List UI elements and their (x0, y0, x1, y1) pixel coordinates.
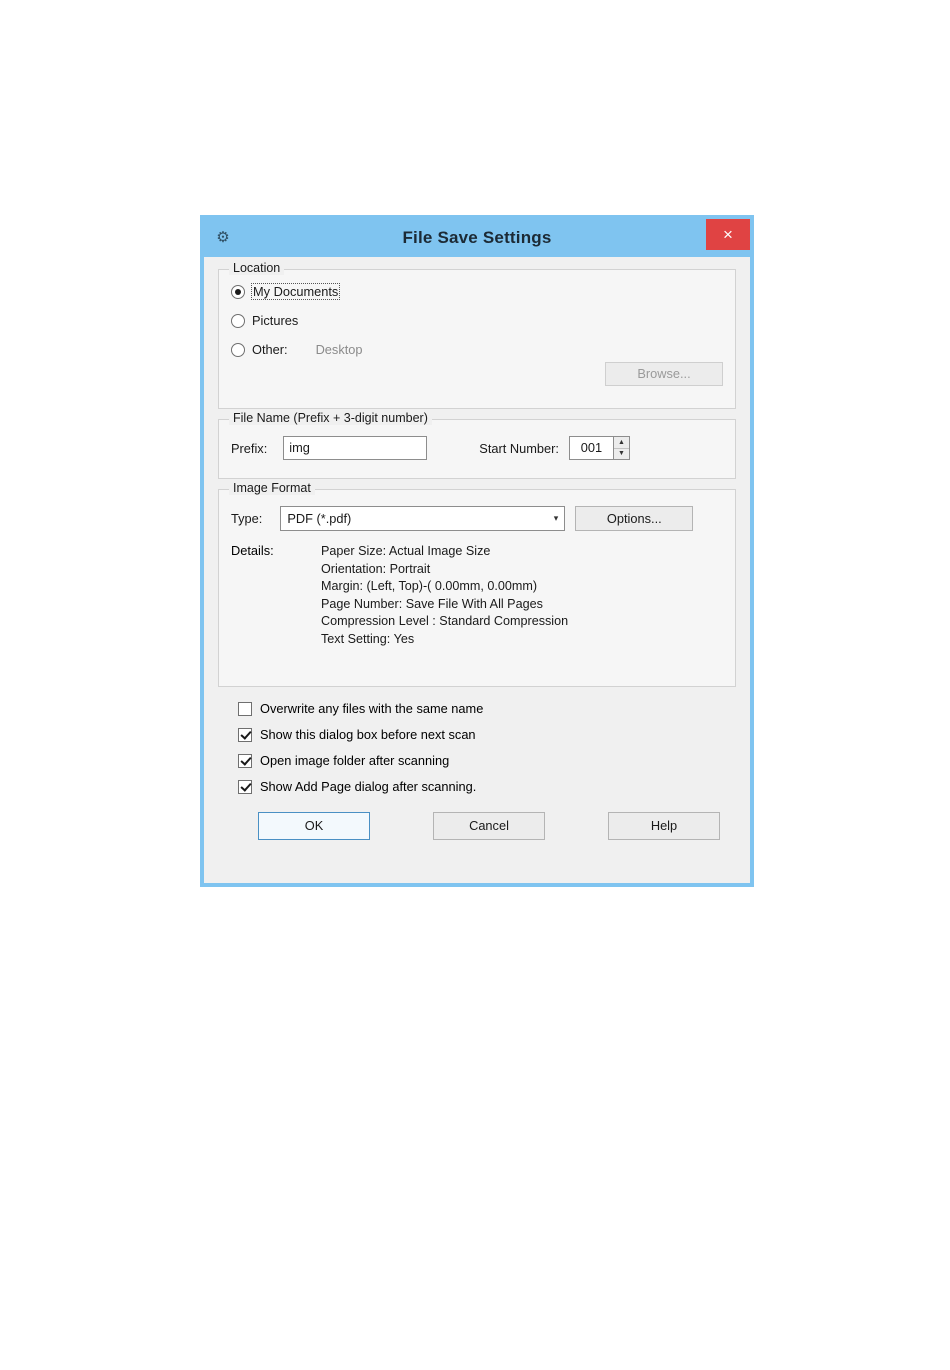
details-line: Text Setting: Yes (321, 631, 415, 646)
details-label: Details: (231, 543, 274, 558)
details-line: Orientation: Portrait (321, 561, 431, 576)
checkbox-open-folder-label: Open image folder after scanning (260, 753, 450, 768)
close-icon[interactable]: × (706, 219, 750, 250)
details-block (231, 543, 723, 648)
details-line: Compression Level : Standard Compression (321, 614, 569, 628)
start-number-stepper[interactable] (569, 436, 630, 460)
file-name-group (218, 411, 736, 479)
prefix-label: Prefix: (231, 440, 268, 456)
checkbox-show-dialog-box[interactable] (238, 728, 252, 742)
dialog-title: File Save Settings (402, 228, 552, 247)
image-format-group-title: Image Format (229, 481, 315, 495)
details-lines (321, 543, 568, 648)
dialog-body (204, 257, 750, 883)
checkbox-add-page-dialog[interactable] (238, 779, 736, 794)
radio-other-label: Other: (252, 342, 288, 357)
start-number-label: Start Number: (479, 440, 559, 456)
radio-other[interactable] (231, 342, 723, 357)
dialog-titlebar[interactable] (204, 219, 750, 257)
cancel-button[interactable]: Cancel (433, 812, 545, 840)
radio-my-documents-indicator[interactable] (231, 285, 245, 299)
dialog-footer (258, 812, 720, 840)
spinner-up-icon[interactable]: ▲ (614, 437, 629, 449)
help-button[interactable]: Help (608, 812, 720, 840)
checkbox-add-page-dialog-box[interactable] (238, 780, 252, 794)
ok-button[interactable]: OK (258, 812, 370, 840)
checkbox-show-dialog-label: Show this dialog box before next scan (260, 727, 476, 742)
radio-pictures-label: Pictures (252, 313, 299, 328)
options-button[interactable]: Options... (575, 506, 693, 531)
checkbox-overwrite-files-label: Overwrite any files with the same name (260, 701, 484, 716)
prefix-input[interactable]: img (283, 436, 427, 460)
radio-other-indicator[interactable] (231, 343, 245, 357)
file-name-group-title: File Name (Prefix + 3-digit number) (229, 411, 432, 425)
radio-pictures[interactable] (231, 313, 723, 328)
checkbox-show-dialog[interactable] (238, 727, 736, 742)
details-line: Page Number: Save File With All Pages (321, 596, 543, 611)
spinner-down-icon[interactable]: ▼ (617, 450, 625, 458)
location-group-title: Location (229, 261, 284, 275)
checkbox-overwrite-files[interactable] (238, 701, 736, 716)
radio-pictures-indicator[interactable] (231, 314, 245, 328)
type-label: Type: (231, 511, 263, 526)
chevron-down-icon[interactable]: ▾ (553, 513, 559, 523)
options-checkbox-list (218, 701, 736, 794)
image-type-row (231, 506, 723, 531)
start-number-spinner[interactable] (613, 436, 630, 460)
checkbox-open-folder[interactable] (238, 753, 736, 768)
browse-button[interactable]: Browse... (605, 362, 723, 386)
checkbox-open-folder-box[interactable] (238, 754, 252, 768)
radio-my-documents-label: My Documents (253, 284, 339, 299)
image-type-value: PDF (*.pdf) (287, 511, 352, 526)
details-line: Paper Size: Actual Image Size (321, 544, 491, 558)
location-group (218, 261, 736, 409)
checkbox-overwrite-files-box[interactable] (238, 702, 252, 716)
checkbox-add-page-dialog-label: Show Add Page dialog after scanning. (260, 779, 477, 794)
file-save-settings-dialog (200, 215, 754, 887)
scanner-icon: ⚙ (216, 229, 230, 246)
radio-my-documents[interactable] (231, 284, 723, 299)
file-name-row (231, 436, 723, 460)
start-number-input[interactable]: 001 (569, 436, 613, 460)
details-line: Margin: (Left, Top)-( 0.00mm, 0.00mm) (321, 579, 538, 593)
other-path-text: Desktop (315, 342, 363, 357)
image-format-group (218, 481, 736, 687)
image-type-select[interactable] (280, 506, 565, 531)
